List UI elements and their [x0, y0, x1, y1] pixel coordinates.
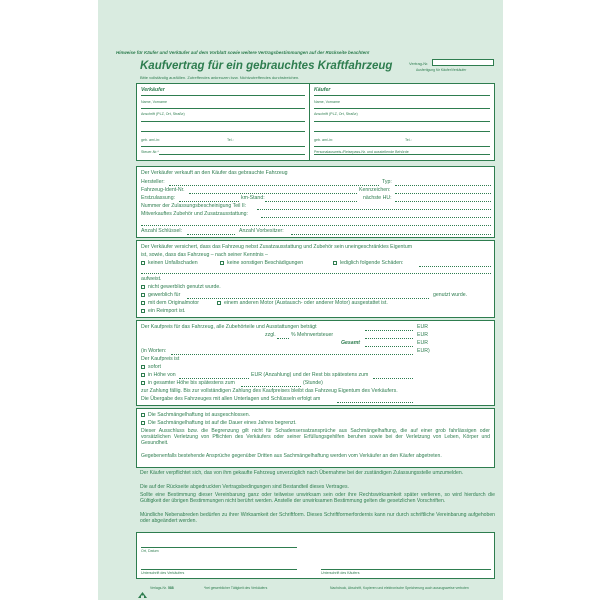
seller-born-line[interactable] — [141, 146, 305, 147]
seller-tax-line[interactable] — [159, 154, 305, 155]
price-net-eur: EUR — [417, 324, 428, 330]
typ-line[interactable] — [395, 185, 491, 186]
haftung-paragraph-2: Gegebenenfalls bestehende Ansprüche gegenüber Dritten aus Sachmängelhaftung werden vom Verkäufer an den Käufer abgetreten. — [141, 453, 442, 459]
seller-tax-label: Steuer-Nr.* — [141, 150, 159, 154]
zzgl-label: zzgl. — [265, 332, 276, 338]
reimport-checkbox[interactable] — [141, 309, 145, 313]
zubehoer-label: Mitverkauftes Zubehör und Zusatzausstattung: — [141, 211, 248, 217]
originalmotor-checkbox[interactable] — [141, 301, 145, 305]
vehicle-box — [136, 166, 495, 238]
haftung-ausgeschlossen-label: Die Sachmängelhaftung ist ausgeschlossen. — [148, 412, 251, 418]
price-net-field[interactable] — [365, 330, 413, 331]
condition-text-1: Der Verkäufer versichert, dass das Fahrzeug nebst Zusatzausstattung und Zubehör sein uneingeschränktes Eigentum — [141, 244, 413, 250]
gesamt-field[interactable] — [365, 346, 413, 347]
seller-signature-line[interactable] — [141, 569, 297, 570]
buyer-signature-line[interactable] — [321, 569, 491, 570]
footer-verlag-number: 588 — [168, 586, 174, 590]
beschaedigungen-checkbox[interactable] — [220, 261, 224, 265]
buyer-address-line-2[interactable] — [314, 131, 490, 132]
sofort-checkbox[interactable] — [141, 365, 145, 369]
in-worten-field[interactable] — [171, 354, 413, 355]
footer-gewerblich-note: *bei gewerblicher Tätigkeit des Verkäufers — [204, 586, 268, 590]
buyer-id-label: Personalausweis-/Reisepass-Nr. und ausstellende Behörde — [314, 150, 409, 154]
nicht-gewerblich-label: nicht gewerblich genutzt wurde. — [148, 284, 221, 290]
publisher-logo-icon — [138, 585, 147, 591]
hu-line[interactable] — [395, 201, 491, 202]
vorbesitzer-line[interactable] — [291, 234, 491, 235]
kennzeichen-line[interactable] — [395, 193, 491, 194]
seller-heading-line — [141, 95, 305, 96]
buyer-id-line[interactable] — [314, 154, 490, 155]
schluessel-line[interactable] — [187, 234, 235, 235]
gesamt-zahlung-checkbox[interactable] — [141, 381, 145, 385]
seller-tel-label: Tel.: — [227, 138, 234, 142]
ort-datum-line[interactable] — [141, 547, 297, 548]
seller-name-line[interactable] — [141, 108, 305, 109]
zubehoer-line[interactable] — [261, 217, 491, 218]
seller-address-line-1[interactable] — [141, 121, 305, 122]
km-line[interactable] — [265, 201, 357, 202]
anzahlung-rest-label: EUR (Anzahlung) und der Rest bis spätestens zum — [251, 372, 369, 378]
gewerblich-label: gewerblich für — [148, 292, 181, 298]
parties-divider — [309, 84, 310, 161]
notice-text: Hinweise für Käufer und Verkäufer auf dem Vorblatt sowie weitere Vertragsbestimmungen auf der Rückseite beachten! — [116, 50, 370, 55]
gewerblich-line[interactable] — [187, 298, 429, 299]
nicht-gewerblich-checkbox[interactable] — [141, 285, 145, 289]
buyer-born-label: geb. am/-in: — [314, 138, 333, 142]
beschaedigungen-label: keine sonstigen Beschädigungen — [227, 260, 304, 266]
zahlung-text: zur Zahlung fällig. Bis zur vollständigen Zahlung des Kaufpreises bleibt das Fahrzeug Eigentum des Verkäufers. — [141, 388, 398, 394]
buyer-signature-label: Unterschrift des Käufers — [321, 571, 360, 575]
buyer-address-label: Anschrift (PLZ, Ort, Straße) — [314, 112, 358, 116]
gesamt-date-field[interactable] — [241, 386, 301, 387]
seller-name-label: Name, Vorname — [141, 100, 167, 104]
ort-datum-label: Ort, Datum — [141, 549, 159, 553]
hoehe-label: in Höhe von — [148, 372, 176, 378]
footer-copyright: Nachdruck, Abschrift, Kopieren und elektronische Speicherung auch auszugsweise verboten — [330, 586, 469, 590]
mwst-eur: EUR — [417, 332, 428, 338]
footer-verlag-label: Verlags-Nr. — [150, 586, 167, 590]
page-title: Kaufvertrag für ein gebrauchtes Kraftfahrzeug — [140, 60, 393, 72]
sofort-label: sofort — [148, 364, 161, 370]
seller-signature-label: Unterschrift des Verkäufers — [141, 571, 185, 575]
buyer-address-line-1[interactable] — [314, 121, 490, 122]
buyer-tel-label: Tel.: — [405, 138, 412, 142]
seller-born-label: geb. am/-in: — [141, 138, 160, 142]
ident-label: Fahrzeug-Ident-Nr. — [141, 187, 185, 193]
zubehoer-line-2[interactable] — [141, 225, 491, 226]
reimport-label: ein Reimport ist. — [148, 308, 186, 314]
mwst-rate-field[interactable] — [277, 338, 289, 339]
haftung-paragraph-1: Dieser Ausschluss bzw. die Begrenzung gilt nicht für Schadensersatzansprüche aus Sachmängelhaftung, die auf einer grob fahrlässigen oder vorsätzlichen Verletzung von Pflichten des Verkäufers oder seiner Erfüllungsgehilfen beruhen sowie bei der Verletzung von Leben, Körper und Gesundheit. — [141, 428, 490, 447]
in-worten-label: (in Worten: — [141, 348, 167, 354]
km-label: km-Stand: — [241, 195, 265, 201]
final-paragraph-3: Sollte eine Bestimmung dieser Vereinbarung ganz oder teilweise unwirksam sein oder ihre Rechtswirksamkeit später verlieren, so wird hierdurch die Gültigkeit der übrigen Bestimmungen nicht berührt werden. Anstelle der unwirksamen Bestimmung gelten die gesetzlichen Vorschriften. — [140, 492, 495, 505]
unfallschaden-label: keinen Unfallschaden — [148, 260, 198, 266]
signature-box — [136, 532, 495, 579]
ident-line[interactable] — [189, 193, 357, 194]
schaeden-line-2[interactable] — [141, 273, 491, 274]
kennzeichen-label: Kennzeichen: — [359, 187, 391, 193]
kaufpreis-ist-label: Der Kaufpreis ist — [141, 356, 180, 362]
seller-address-label: Anschrift (PLZ, Ort, Straße) — [141, 112, 185, 116]
aufweist-text: aufweist. — [141, 276, 162, 282]
vehicle-intro: Der Verkäufer verkauft an den Käufer das gebrauchte Fahrzeug — [141, 170, 288, 176]
contract-form — [98, 0, 503, 600]
genutzt-label: genutzt wurde. — [433, 292, 468, 298]
uebergabe-text: Die Übergabe des Fahrzeuges mit allen Unterlagen und Schlüsseln erfolgt am — [141, 396, 321, 402]
originalmotor-label: mit dem Originalmotor — [148, 300, 200, 306]
condition-box — [136, 240, 495, 318]
typ-label: Typ: — [382, 179, 392, 185]
zb2-line[interactable] — [257, 209, 491, 210]
haftung-ausgeschlossen-checkbox[interactable] — [141, 413, 145, 417]
seller-address-line-2[interactable] — [141, 131, 305, 132]
vorbesitzer-label: Anzahl Vorbesitzer: — [239, 228, 284, 234]
contract-no-field[interactable] — [432, 59, 494, 66]
parties-box — [136, 83, 495, 161]
buyer-heading: Käufer — [314, 87, 331, 93]
schaeden-label: lediglich folgende Schäden: — [340, 260, 404, 266]
schaeden-checkbox[interactable] — [333, 261, 337, 265]
contract-no-label: Vertrag-Nr. — [409, 61, 429, 66]
schluessel-label: Anzahl Schlüssel: — [141, 228, 182, 234]
price-line-1: Der Kaufpreis für das Fahrzeug, alle Zubehörteile und Ausstattungen beträgt — [141, 324, 317, 330]
instruction-text: Bitte vollständig ausfüllen. Zutreffendes ankreuzen bzw. Nichtzutreffendes durchstreichen. — [140, 75, 300, 80]
haftung-begrenzt-checkbox[interactable] — [141, 421, 145, 425]
schaeden-line[interactable] — [419, 266, 491, 267]
price-box — [136, 320, 495, 406]
in-worten-eur: EUR) — [417, 348, 430, 354]
gesamt-zahlung-label: in gesamter Höhe bis spätestens zum — [148, 380, 235, 386]
final-paragraph-1: Der Käufer verpflichtet sich, das von ihm gekaufte Fahrzeug unverzüglich nach Übernahme bei der zuständigen Zulassungsstelle umzumelden. — [140, 470, 464, 476]
anderer-motor-checkbox[interactable] — [217, 301, 221, 305]
hu-label: nächste HU: — [363, 195, 392, 201]
final-paragraph-2: Die auf der Rückseite abgedruckten Vertragsbedingungen sind Bestandteil dieses Vertrages. — [140, 484, 349, 490]
anzahlung-checkbox[interactable] — [141, 373, 145, 377]
hersteller-label: Hersteller: — [141, 179, 165, 185]
uebergabe-field[interactable] — [337, 402, 413, 403]
stunde-label: (Stunde) — [303, 380, 323, 386]
rest-date-field[interactable] — [373, 378, 413, 379]
haftung-begrenzt-label: Die Sachmängelhaftung ist auf die Dauer eines Jahres begrenzt. — [148, 420, 297, 426]
erstzulassung-label: Erstzulassung: — [141, 195, 176, 201]
condition-text-2: ist, sowie, dass das Fahrzeug – nach seiner Kenntnis – — [141, 252, 268, 258]
zb2-label: Nummer der Zulassungsbescheinigung Teil II: — [141, 203, 247, 209]
hersteller-line[interactable] — [169, 185, 379, 186]
buyer-born-line[interactable] — [314, 146, 490, 147]
gesamt-eur: EUR — [417, 340, 428, 346]
contract-no-sub: Ausfertigung für Käufer/Verkäufer — [416, 68, 467, 72]
mwst-label: % Mehrwertsteuer — [291, 332, 334, 338]
gesamt-label: Gesamt — [341, 340, 361, 346]
final-paragraph-4: Mündliche Nebenabreden bedürfen zu ihrer Wirksamkeit der Schriftform. Dieses Schriftformerfordernis kann nur durch schriftliche Vereinbarung aufgehoben oder abgeändert werden. — [140, 512, 495, 525]
buyer-name-label: Name, Vorname — [314, 100, 340, 104]
mwst-amount-field[interactable] — [365, 338, 413, 339]
liability-box — [136, 408, 495, 468]
erstzulassung-line[interactable] — [179, 201, 239, 202]
buyer-heading-line — [314, 95, 490, 96]
anderer-motor-label: einem anderen Motor (Austausch- oder anderer Motor) ausgestattet ist. — [224, 300, 388, 306]
anzahlung-field[interactable] — [179, 378, 249, 379]
gewerblich-checkbox[interactable] — [141, 293, 145, 297]
unfallschaden-checkbox[interactable] — [141, 261, 145, 265]
buyer-name-line[interactable] — [314, 108, 490, 109]
seller-heading: Verkäufer — [141, 87, 165, 93]
